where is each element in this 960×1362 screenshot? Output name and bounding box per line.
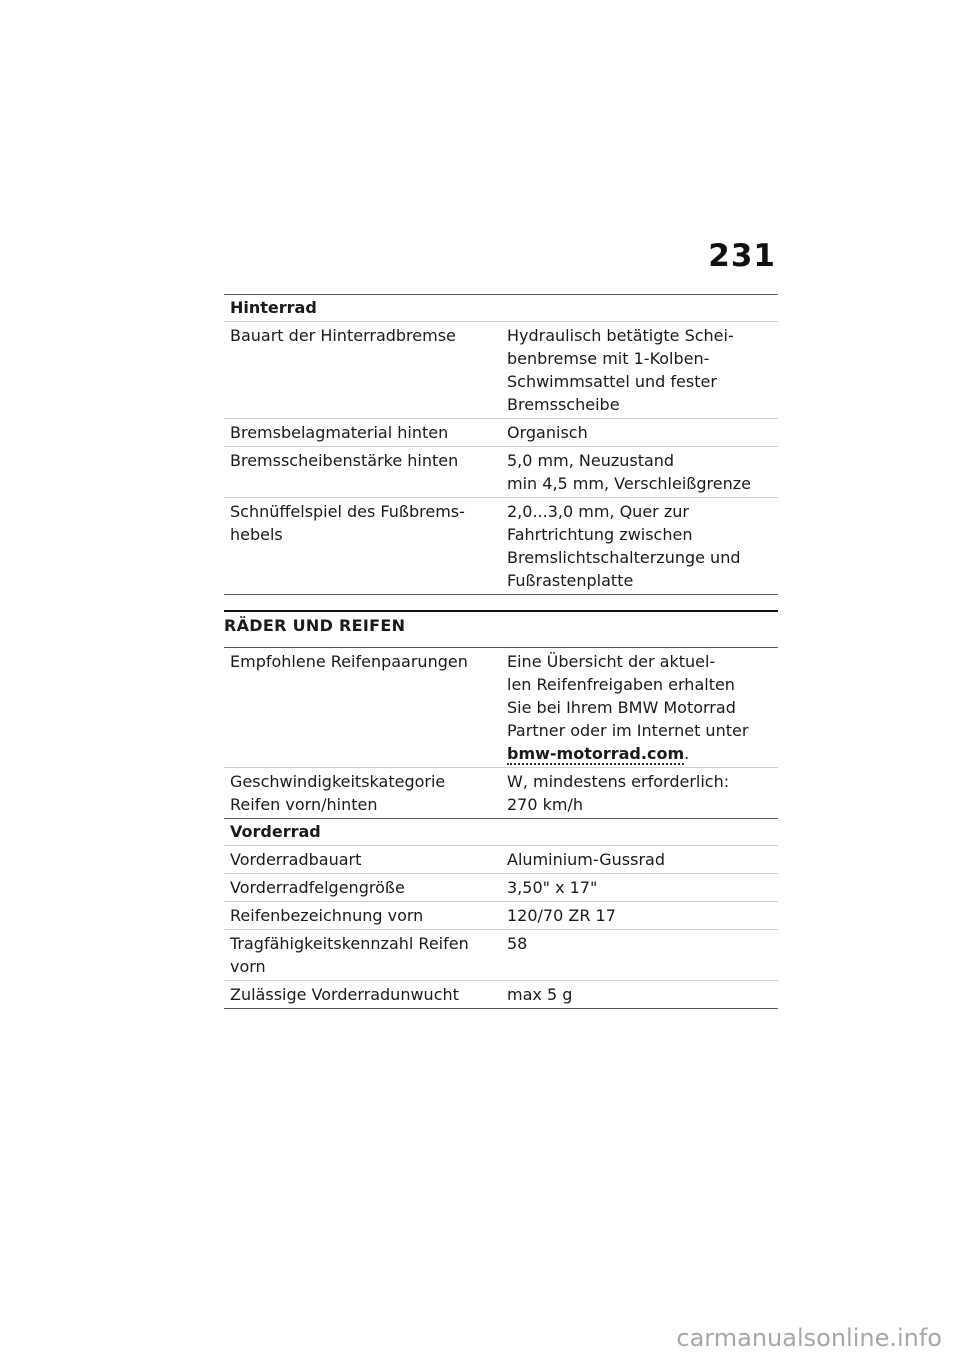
- row-label: Schnüffelspiel des Fußbrems- hebels: [230, 502, 465, 544]
- row-label: Geschwindigkeitskategorie Reifen vorn/hinten: [230, 772, 446, 814]
- table-row: [224, 845, 778, 873]
- row-value: 5,0 mm, Neuzustand min 4,5 mm, Verschleißgrenze: [507, 451, 751, 493]
- row-label: Bremsbelagmaterial hinten: [230, 423, 449, 442]
- row-label: Reifenbezeichnung vorn: [230, 906, 424, 925]
- row-value: Aluminium-Gussrad: [507, 850, 665, 869]
- table-row: [224, 980, 778, 1009]
- row-label: Bauart der Hinterradbremse: [230, 326, 456, 345]
- row-value: 58: [507, 934, 528, 953]
- row-label: Bremsscheibenstärke hinten: [230, 451, 459, 470]
- row-value-text: Eine Übersicht der aktuel- len Reifenfreigaben erhalten Sie bei Ihrem BMW Motorrad Partner oder im Internet unter: [507, 652, 749, 740]
- table-row: [224, 767, 778, 818]
- row-value: 2,0...3,0 mm, Quer zur Fahrtrichtung zwischen Bremslichtschalterzunge und Fußrastenplatte: [507, 502, 741, 590]
- link-suffix: .: [684, 744, 690, 763]
- row-value: W, mindestens erforderlich: 270 km/h: [507, 772, 730, 814]
- table-row: [224, 648, 778, 767]
- hinterrad-heading: Hinterrad: [224, 294, 778, 321]
- page-number: 231: [708, 238, 776, 274]
- section-title: RÄDER UND REIFEN: [224, 610, 778, 647]
- watermark: carmanualsonline.info: [676, 1324, 942, 1352]
- table-row: [224, 418, 778, 446]
- row-label: Zulässige Vorderradunwucht: [230, 985, 459, 1004]
- row-value: 3,50" x 17": [507, 878, 598, 897]
- vorderrad-heading: Vorderrad: [224, 818, 778, 845]
- table-row: [224, 446, 778, 497]
- table-row: [224, 321, 778, 418]
- table-row: [224, 497, 778, 595]
- row-value: max 5 g: [507, 985, 573, 1004]
- row-label: Empfohlene Reifenpaarungen: [230, 652, 468, 671]
- raeder-reifen-table: [224, 647, 778, 818]
- row-value: [501, 648, 778, 767]
- row-label: Vorderradbauart: [230, 850, 362, 869]
- row-label: Tragfähigkeitskennzahl Reifen vorn: [230, 934, 469, 976]
- row-value: 120/70 ZR 17: [507, 906, 616, 925]
- row-value: Organisch: [507, 423, 588, 442]
- row-label: Vorderradfelgengröße: [230, 878, 405, 897]
- row-value: Hydraulisch betätigte Schei- benbremse mit 1-Kolben- Schwimmsattel und fester Bremsscheibe: [507, 326, 734, 414]
- table-row: [224, 901, 778, 929]
- spec-content: [224, 294, 778, 1009]
- bmw-motorrad-link[interactable]: bmw-motorrad.com: [507, 744, 685, 763]
- table-row: [224, 929, 778, 980]
- table-row: [224, 873, 778, 901]
